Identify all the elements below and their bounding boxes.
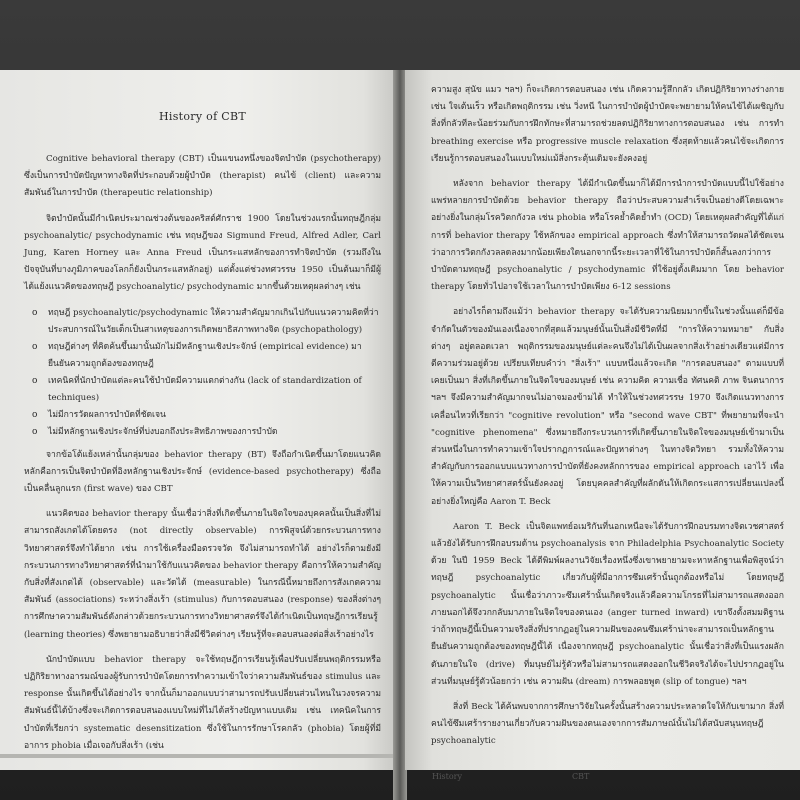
findings-paragraph: สิ่งที่ Beck ได้ค้นพบจากการศึกษาวิจัยในครั้งนั้นสร้างความประหลาดใจให้กับเขามาก สิ่งที่คนไข้ซึมเศร้ารายงานเกี่ยวกับความฝันของตนเองจากการสัมภาษณ์นั้นไม่ได้สนับสนุนทฤษฎี psychoanalytic bbox=[431, 701, 784, 747]
ocd-paragraph: หลังจาก behavior therapy ได้มีกำเนิดขึ้นมาก็ได้มีการนำการบำบัดแบบนี้ไปใช้อย่างแพร่หลายการบำบัดด้วย behavior therapy ถือว่าประสบความสำเร็จเป็นอย่างดีโดยเฉพาะอย่างยิ่งในกลุ่มโรควิตกกังวล เช่น phobia หรือโรคย้ำคิดย้ำทำ (OCD) โดยเหตุผลสำคัญที่ได้แก่การที่ behavior therapy ใช้หลักของ empirical approach ซึ่งทำให้สามารถวัดผลได้ชัดเจนว่าอาการวิตกกังวลลดลงมากน้อยเพียงใดนอกจากนี้ระยะเวลาที่ใช้ในการบำบัดก็สั้นลงกว่าการบำบัดตามทฤษฎี psychoanalytic / psychodynamic ที่ใช้อยู่ดั้งเดิมมาก โดย behavior therapy โดยทั่วไปอาจใช้เวลาในการบำบัดเพียง 6-12 sessions bbox=[431, 179, 784, 293]
critique-list bbox=[24, 305, 381, 441]
list-item: o ไม่มีหลักฐานเชิงประจักษ์ที่บ่งบอกถึงประสิทธิภาพของการบำบัด bbox=[32, 424, 381, 441]
list-item: o เทคนิคที่นักบำบัดแต่ละคนใช้บำบัดมีความแตกต่างกัน (lack of standardization of techniques) bbox=[32, 373, 381, 407]
list-item: o ทฤษฎี psychoanalytic/psychodynamic ให้ความสำคัญมากเกินไปกับแนวความคิดที่ว่าประสบการณ์ในวัยเด็กเป็นสาเหตุของการเกิดพยาธิสภาพทางจิต (psychopathology) bbox=[32, 305, 381, 339]
phobia-paragraph: ความสูง สุนัข แมว ฯลฯ) ก็จะเกิดการตอบสนอง เช่น เกิดความรู้สึกกลัว เกิดปฏิกิริยาทางร่างกาย เช่น ใจเต้นเร็ว หรือเกิดพฤติกรรม เช่น วิ่งหนี ในการบำบัดผู้บำบัดจะพยายามให้คนไข้ได้เผชิญกับสิ่งที่กลัวทีละน้อยร่วมกับการฝึกทักษะที่สามารถช่วยลดปฏิกิริยาทางการตอบสนอง เช่น การทำ breathing exercise หรือ progressive muscle relaxation ซึ่งสุดท้ายแล้วคนไข้จะเกิดการเรียนรู้การตอบสนองในแบบใหม่แม้สิ่งกระตุ้นเดิมจะยังคงอยู่ bbox=[431, 85, 784, 164]
page-title: History of CBT bbox=[159, 110, 246, 123]
history-paragraph: จิตบำบัดนั้นมีกำเนิดประมาณช่วงต้นของคริสต์ศักราช 1900 โดยในช่วงแรกนั้นทฤษฎีกลุ่ม psychoanalytic/ psychodynamic เช่น ทฤษฎีของ Sigmund Freud, Alfred Adler, Carl Jung, Karen Horney และ Anna Freud เป็นกระแสหลักของการทำจิตบำบัด (รวมถึงในปัจจุบันที่บางภูมิภาคของโลกก็ยังเป็นกระแสหลักอยู่) แต่ตั้งแต่ช่วงทศวรรษ 1950 เป็นต้นมาก็มีผู้ได้แย้งแนวคิดของทฤษฎี psychoanalytic/ psychodynamic มากขึ้นด้วยเหตุผลต่างๆ เช่น bbox=[24, 213, 381, 293]
therapist-paragraph: นักบำบัดแบบ behavior therapy จะใช้ทฤษฎีการเรียนรู้เพื่อปรับเปลี่ยนพฤติกรรมหรือปฏิกิริยาทางอารมณ์ของผู้รับการบำบัดโดยการทำความเข้าใจว่าความสัมพันธ์ของ stimulus และ response นั้นเกิดขึ้นได้อย่างไร จากนั้นก็มาออกแบบว่าสามารถปรับเปลี่ยนส่วนไหนในวงจรความสัมพันธ์นี้ได้บ้างซึ่งจะเกิดการตอบสนองแบบใหม่ที่ไม่ได้สร้างปัญหาแบบเดิม เช่น เทคนิคในการบำบัดที่เรียกว่า systematic desensitization ซึ่งใช้ในการรักษาโรคกลัว (phobia) โดยผู้ที่มีอาการ phobia เมื่อเจอกับสิ่งเร้า (เช่น bbox=[24, 654, 381, 751]
intro-paragraph: Cognitive behavioral therapy (CBT) เป็นแขนงหนึ่งของจิตบำบัด (psychotherapy) ซึ่งเป็นการบำบัดปัญหาทางจิตที่ประกอบด้วยผู้บำบัด (therapist) คนไข้ (client) และความสัมพันธ์ในการบำบัด (therapeutic relationship) bbox=[24, 154, 381, 199]
cognitive-paragraph: อย่างไรก็ตามถึงแม้ว่า behavior therapy จะได้รับความนิยมมากขึ้นในช่วงนั้นแต่ก็มีข้อจำกัดในตัวของมันเองเนื่องจากที่สุดแล้วมนุษย์นั้นเป็นสิ่งมีชีวิตที่มี "การให้ความหมาย" กับสิ่งต่างๆ อยู่ตลอดเวลา พฤติกรรมของมนุษย์แต่ละคนจึงไม่ได้เป็นผลจากสิ่งเร้าอย่างเดียวแต่มีการตีความร่วมอยู่ด้วย เปรียบเทียบคำว่า "สิ่งเร้า" แบบหนึ่งแล้วจะเกิด "การตอบสนอง" ตามแบบที่เคยเป็นมา สิ่งที่เกิดขึ้นภายในจิตใจของมนุษย์ เช่น ความคิด ความเชื่อ ทัศนคติ ภาพ จินตนาการ ฯลฯ จึงมีความสำคัญมากจนไม่อาจมองข้ามได้ ทำให้ในช่วงทศวรรษ 1970 จึงเกิดแนวทางการเคลื่อนไหวที่เรียกว่า "cognitive revolution" หรือ "second wave CBT" ที่พยายามที่จะนำ "cognitive phenomena" ซึ่งหมายถึงกระบวนการที่เกิดขึ้นภายในจิตใจของมนุษย์เข้ามาเป็นส่วนหนึ่งในการทำความเข้าใจปรากฏการณ์และปัญหาต่างๆ ในทางจิตวิทยา รวมทั้งให้ความสำคัญกับการออกแบบแนวทางการบำบัดที่ยังคงหลักการของ empirical approach เอาไว้ เพื่อให้ความเป็นวิทยาศาสตร์นั้นยังคงอยู่ โดยบุคคลสำคัญที่ผลักดันให้เกิดกระแสการเปลี่ยนแปลงนี้อย่างยิ่งใหญ่คือ Aaron T. Beck bbox=[431, 307, 784, 507]
bt-paragraph: จากข้อโต้แย้งเหล่านั้นกลุ่มของ behavior therapy (BT) จึงถือกำเนิดขึ้นมาโดยแนวคิดหลักคือการเป็นจิตบำบัดที่อิงหลักฐานเชิงประจักษ์ (evidence-based psychotherapy) ซึ่งถือเป็นคลื่นลูกแรก (first wave) ของ CBT bbox=[24, 449, 381, 495]
footer-right-word: CBT bbox=[572, 772, 590, 781]
right-page bbox=[405, 70, 800, 770]
footer-rule bbox=[0, 754, 395, 758]
concept-paragraph: แนวคิดของ behavior therapy นั้นเชื่อว่าสิ่งที่เกิดขึ้นภายในจิตใจของบุคคลนั้นเป็นสิ่งที่ไม่สามารถสังเกตได้โดยตรง (not directly observable) การพิสูจน์ด้วยกระบวนการทางวิทยาศาสตร์จึงทำได้ยาก เช่น การใช้เครื่องมือตรวจวัด จึงไม่สามารถทำได้ อย่างไรก็ตามยังมีกระบวนการทางวิทยาศาสตร์ที่นำมาใช้กับแนวคิดของ behavior therapy คือการให้ความสำคัญกับสิ่งที่สังเกตได้ (observable) และวัดได้ (measurable) ในกรณีนี้หมายถึงการสังเกตความสัมพันธ์ (associations) ระหว่างสิ่งเร้า (stimulus) กับการตอบสนอง (response) ของสิ่งต่างๆ การศึกษาความสัมพันธ์ดังกล่าวด้วยกระบวนการทางวิทยาศาสตร์จึงได้กำเนิดเป็นทฤษฎีการเรียนรู้ (learning theories) ซึ่งพยายามอธิบายว่าสิ่งมีชีวิตต่างๆ เรียนรู้ที่จะตอบสนองต่อสิ่งเร้าอย่างไร bbox=[24, 509, 381, 640]
footer-left-word: History bbox=[432, 772, 463, 781]
list-item: o ไม่มีการวัดผลการบำบัดที่ชัดเจน bbox=[32, 407, 381, 424]
list-item: o ทฤษฎีต่างๆ ที่คิดค้นขึ้นมานั้นมักไม่มีหลักฐานเชิงประจักษ์ (empirical evidence) มายืนยันความถูกต้องของทฤษฎี bbox=[32, 339, 381, 373]
left-page bbox=[0, 70, 395, 770]
beck-paragraph: Aaron T. Beck เป็นจิตแพทย์อเมริกันที่นอกเหนือจะได้รับการฝึกอบรมทางจิตเวชศาสตร์แล้วยังได้รับการฝึกอบรมด้าน psychoanalysis จาก Philadelphia Psychoanalytic Society ด้วย ในปี 1959 Beck ได้ตีพิมพ์ผลงานวิจัยเรื่องหนึ่งซึ่งเขาพยายามจะหาหลักฐานเพื่อพิสูจน์ว่าทฤษฎี psychoanalytic เกี่ยวกับผู้ที่มีอาการซึมเศร้านั้นถูกต้องหรือไม่ โดยทฤษฎี psychoanalytic นั้นเชื่อว่าภาวะซึมเศร้านั้นเกิดจริงแล้วคือความโกรธที่ไม่สามารถแสดงออกภายนอกได้จึงวกกลับมาภายในจิตใจของตนเอง (anger turned inward) เขาจึงตั้งสมมติฐานว่าถ้าทฤษฎีนี้เป็นความจริงสิ่งที่ปรากฏอยู่ในความฝันของคนซึมเศร้าน่าจะสามารถเป็นหลักฐานยืนยันความถูกต้องของทฤษฎีนี้ได้ เนื่องจากทฤษฎี psychoanalytic นั้นเชื่อว่าสิ่งที่เป็นแรงผลักดันภายในใจ (drive) ที่มนุษย์ไม่รู้ตัวหรือไม่สามารถแสดงออกในชีวิตจริงได้จะไปปรากฏอยู่ในส่วนที่มนุษย์รู้ตัวน้อยกว่า เช่น ความฝัน (dream) การพลอยพูด (slip of tongue) ฯลฯ bbox=[431, 521, 784, 687]
running-footer bbox=[432, 772, 589, 781]
